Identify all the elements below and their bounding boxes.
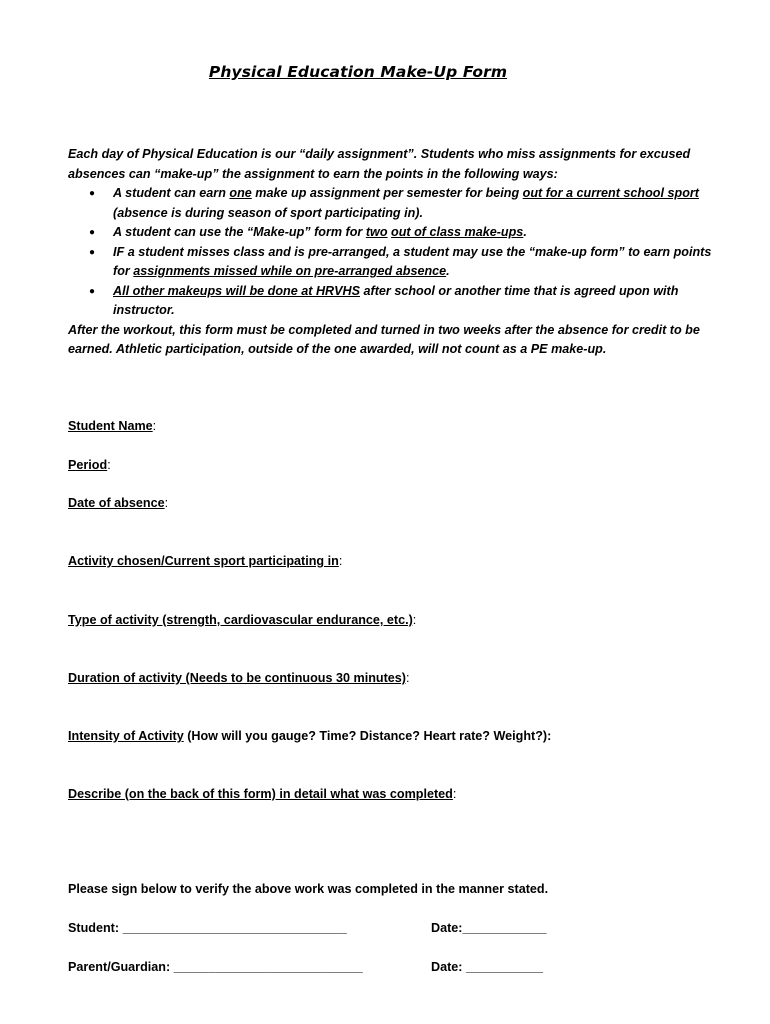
completion-paragraph: After the workout, this form must be completed and turned in two weeks after the absence for credit to be earned. Athletic participation, outside of the one awarded, will not count as a PE make-up. [68,322,700,356]
field-colon: : [405,671,410,685]
activity-type-field[interactable] [68,611,416,629]
field-label: Activity chosen/Current sport participating in [68,554,339,568]
field-colon: : [152,419,157,433]
field-colon: : [452,787,457,801]
field-colon: : [164,496,169,510]
date-of-absence-field[interactable] [68,494,168,512]
student-signature-line[interactable]: Student: ________________________________ [68,921,347,935]
rule-emphasis: two [365,225,388,239]
rule-emphasis: All other makeups will be done at HRVHS [113,283,361,298]
rule-text: A student can earn [113,186,230,200]
rule-emphasis: out of class make-ups [391,225,524,239]
rule-text: (absence is during season of sport participating in). [113,205,423,220]
parent-date-line[interactable]: Date: ___________ [431,960,544,974]
page-title: Physical Education Make-Up Form [208,63,508,81]
rule-emphasis: out for a current school sport [522,186,699,200]
field-colon: : [412,613,417,627]
field-label: Date of absence [68,496,165,510]
field-label: Intensity of Activity [68,729,184,743]
student-name-field[interactable] [68,417,156,435]
period-field[interactable] [68,456,111,474]
rule-text: . [446,264,450,278]
parent-signature-line[interactable]: Parent/Guardian: ___________________________ [68,960,363,974]
field-label: Period [68,458,108,472]
field-colon: : [338,554,343,568]
rule-item [113,282,718,321]
field-label: Describe (on the back of this form) in detail what was completed [68,787,453,801]
rule-text: make up assignment per semester for being [251,186,523,200]
describe-field[interactable] [68,785,456,803]
rule-item [113,243,718,282]
rule-emphasis: one [229,186,252,200]
field-label: Duration of activity (Needs to be continuous 30 minutes) [68,671,406,685]
field-label: Type of activity (strength, cardiovascular endurance, etc.) [68,613,413,627]
rule-item [113,223,718,243]
field-hint: (How will you gauge? Time? Distance? Heart rate? Weight?): [183,729,552,743]
rule-text: IF a student misses class and is pre-arranged, a student may use the “make-up form” to earn points for [113,244,712,278]
intro-paragraph: Each day of Physical Education is our “daily assignment”. Students who miss assignments for excused absences can “make-up” the assignment to earn the points in the following ways: [68,147,691,181]
rules-list [68,184,718,321]
activity-field[interactable] [68,552,342,570]
rule-text: after school or another time that is agreed upon with instructor. [113,283,679,317]
rule-item [113,184,718,223]
student-date-line[interactable]: Date:____________ [431,921,547,935]
rule-text: . [523,225,527,239]
field-colon: : [107,458,111,472]
signature-instruction: Please sign below to verify the above work was completed in the manner stated. [68,882,549,896]
rule-emphasis: assignments missed while on pre-arranged absence [133,264,447,278]
instructions [68,145,718,360]
duration-field[interactable] [68,669,409,687]
field-label: Student Name [68,419,153,433]
rule-text: A student can use the “Make-up” form for [113,225,366,239]
intensity-field[interactable] [68,727,551,745]
